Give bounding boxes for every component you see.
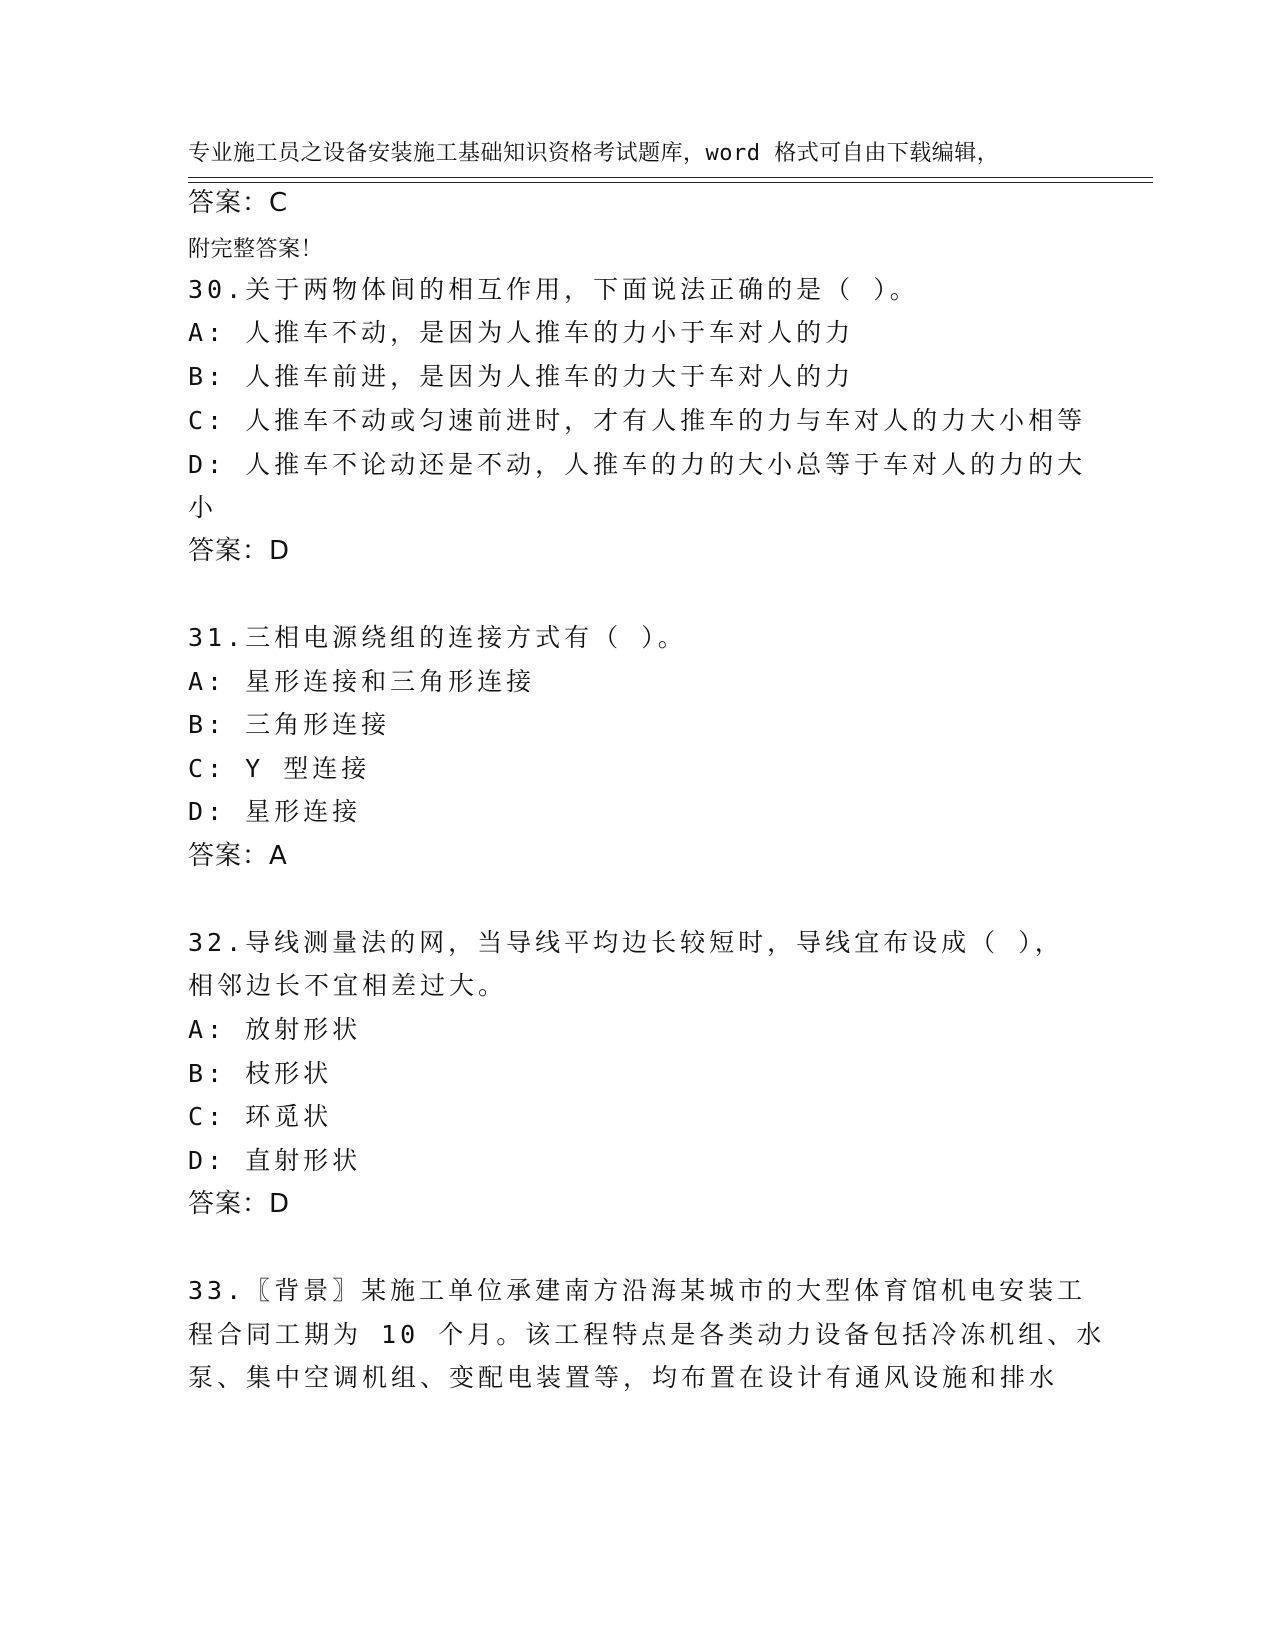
q33-stem-line-1: 33.〖背景〗某施工单位承建南方沿海某城市的大型体育馆机电安装工 [188, 1276, 1087, 1305]
q32-option-c: C: 环觅状 [188, 1102, 333, 1131]
q31-option-b: B: 三角形连接 [188, 710, 391, 739]
header-divider-bottom [188, 182, 1153, 183]
q30-stem: 30.关于两物体间的相互作用，下面说法正确的是（ ）。 [188, 275, 919, 304]
q33-stem-line-3: 泵、集中空调机组、变配电装置等，均布置在设计有通风设施和排水 [188, 1363, 1059, 1392]
q32-option-a: A: 放射形状 [188, 1015, 362, 1044]
header-line-1: 专业施工员之设备安装施工基础知识资格考试题库，word 格式可自由下载编辑， [188, 141, 1000, 166]
q32-option-d: D: 直射形状 [188, 1146, 362, 1175]
q32-stem-line-1: 32.导线测量法的网，当导线平均边长较短时，导线宜布设成（ ）， [188, 928, 1064, 957]
q32-option-b: B: 枝形状 [188, 1059, 333, 1088]
q33-stem-line-2: 程合同工期为 10 个月。该工程特点是各类动力设备包括冷冻机组、水 [188, 1320, 1106, 1349]
q31-answer: 答案：A [188, 841, 288, 871]
q30-option-a: A: 人推车不动，是因为人推车的力小于车对人的力 [188, 318, 855, 347]
previous-answer: 答案：C [188, 188, 289, 218]
q30-answer: 答案：D [188, 536, 291, 566]
q30-option-c: C: 人推车不动或匀速前进时，才有人推车的力与车对人的力大小相等 [188, 406, 1087, 435]
q30-option-d-wrap: 小 [188, 493, 218, 522]
q31-option-a: A: 星形连接和三角形连接 [188, 667, 536, 696]
header-line-2: 附完整答案！ [188, 237, 324, 262]
q31-option-c: C: Y 型连接 [188, 754, 371, 783]
q31-option-d: D: 星形连接 [188, 797, 362, 826]
q31-stem: 31.三相电源绕组的连接方式有（ ）。 [188, 623, 687, 652]
q30-option-d: D: 人推车不论动还是不动，人推车的力的大小总等于车对人的力的大 [188, 450, 1087, 479]
q32-stem-line-2: 相邻边长不宜相差过大。 [188, 971, 508, 1000]
q30-option-b: B: 人推车前进，是因为人推车的力大于车对人的力 [188, 362, 855, 391]
header-divider-top [188, 177, 1153, 178]
q32-answer: 答案：D [188, 1189, 291, 1219]
